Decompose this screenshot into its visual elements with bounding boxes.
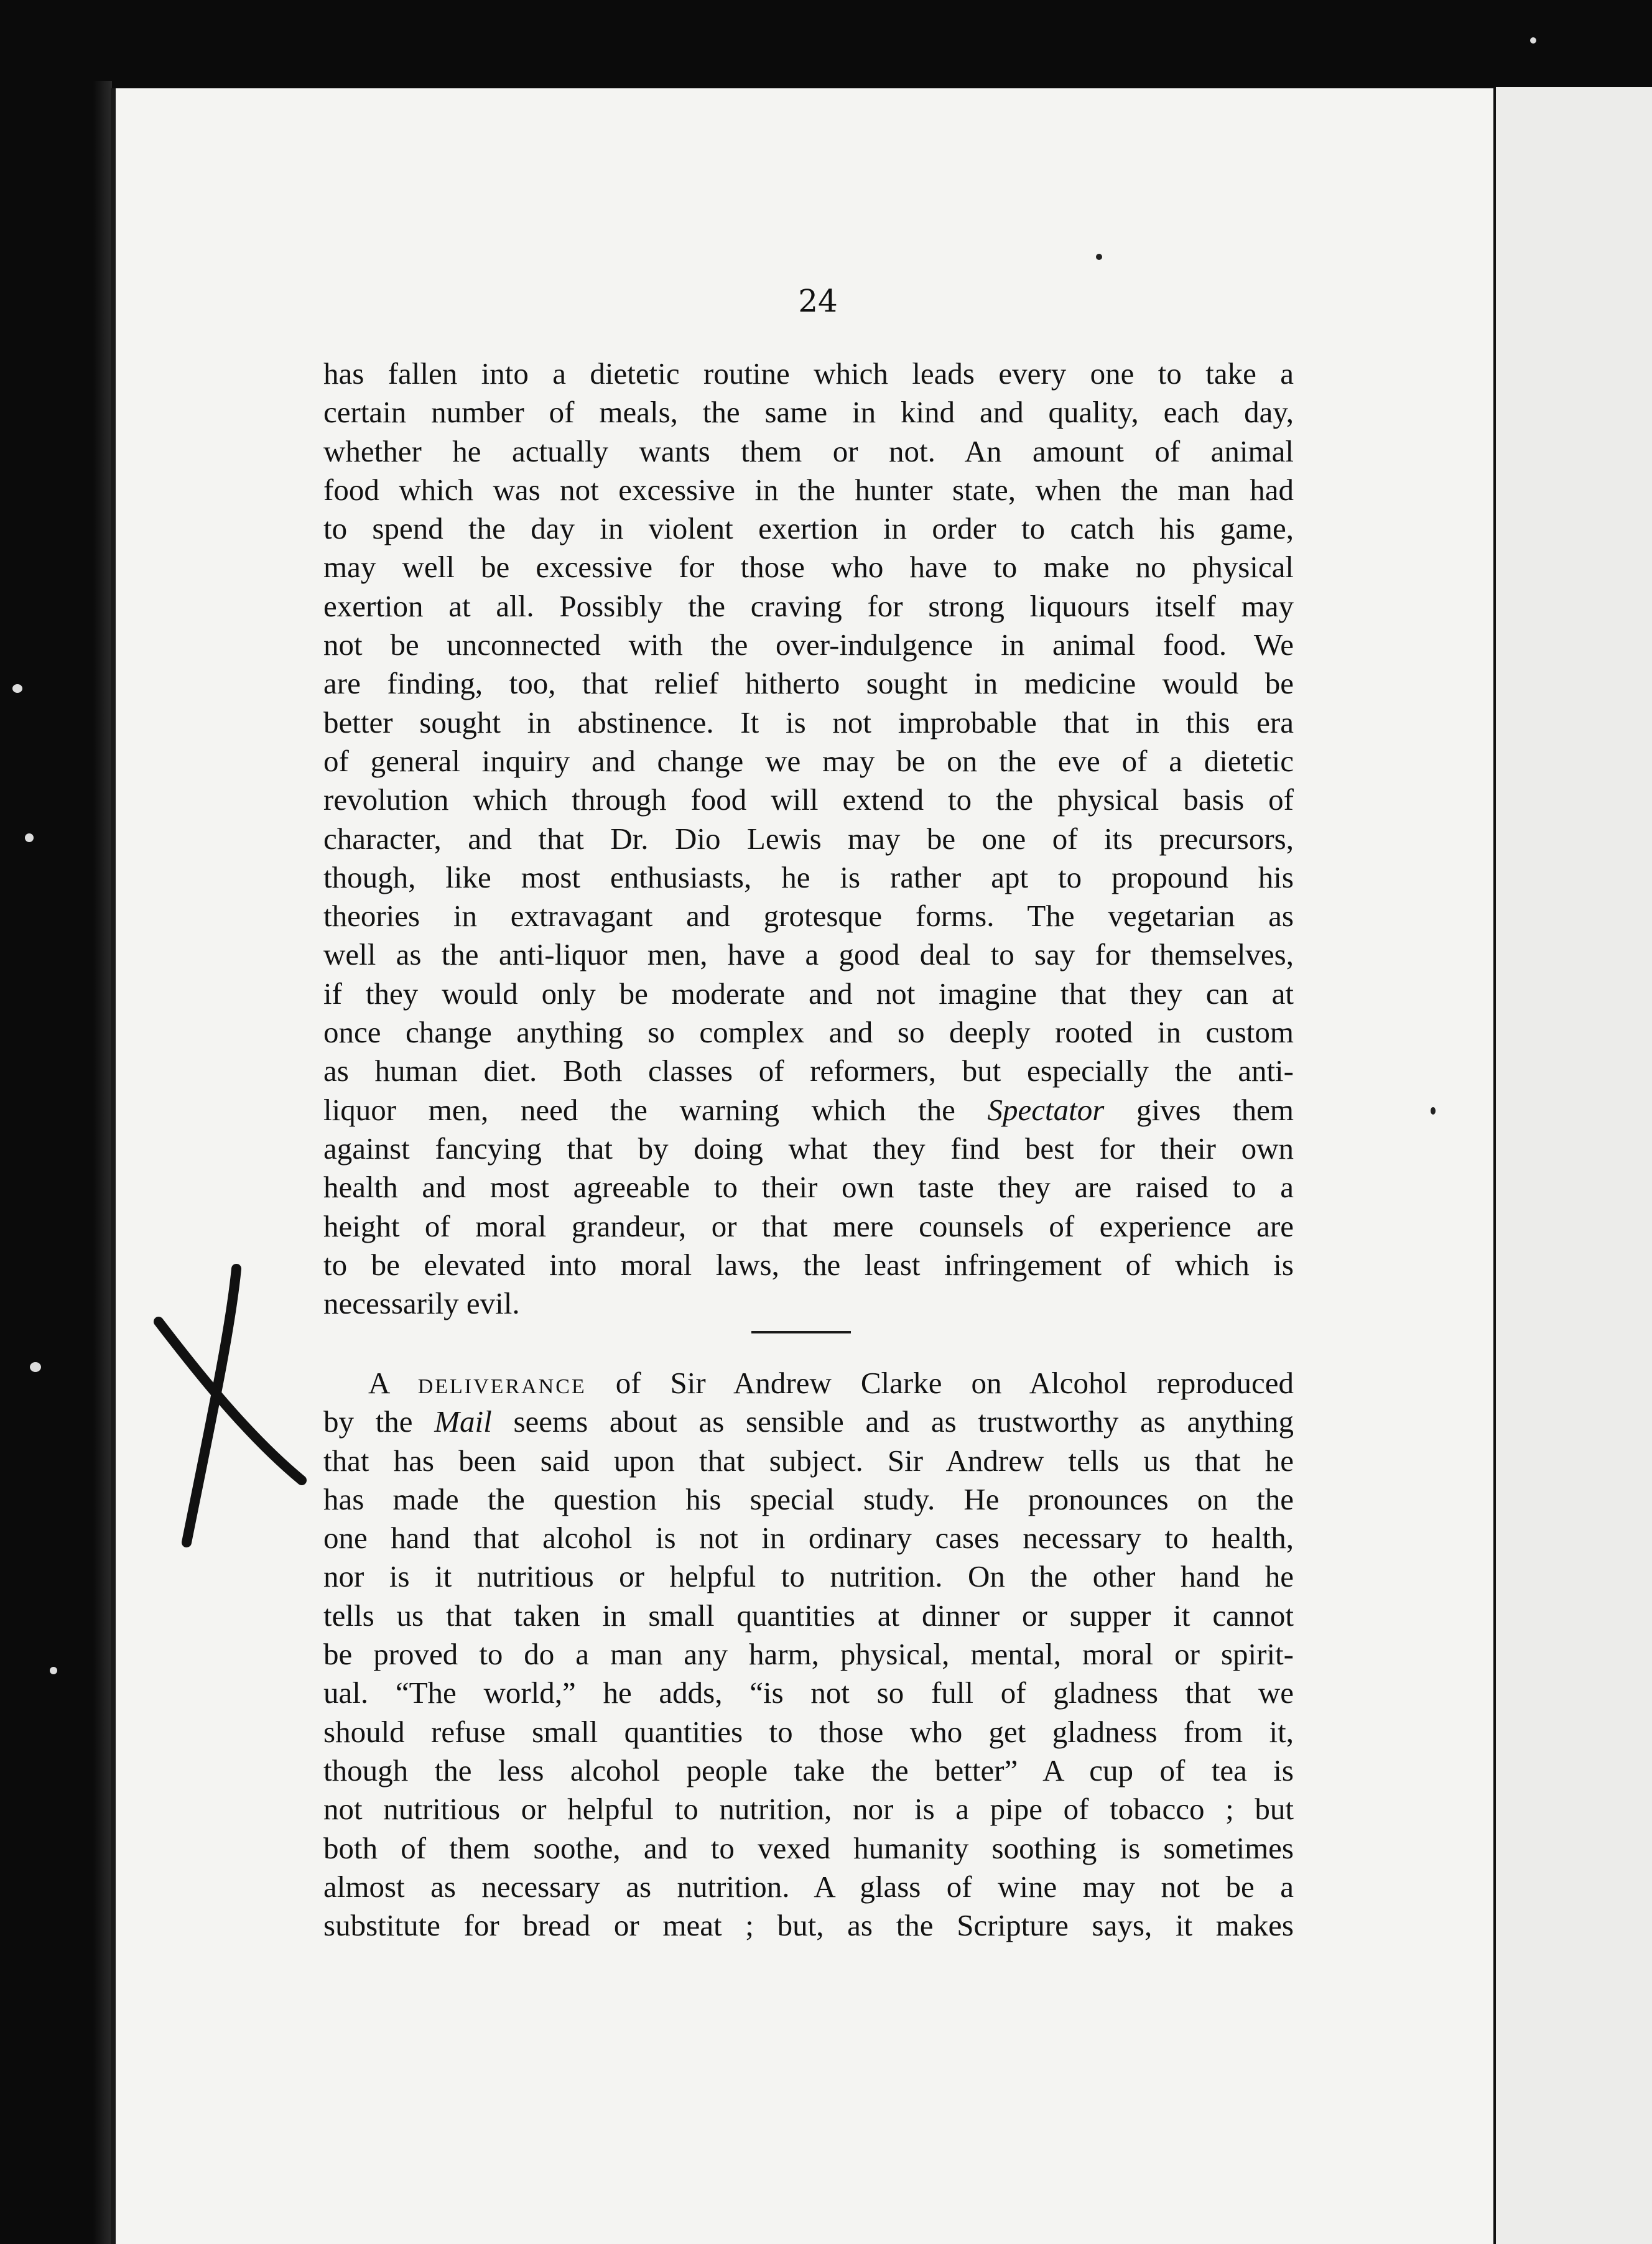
text-line: to spend the day in violent exertion in order to catch his game, bbox=[323, 511, 1294, 546]
text-line bbox=[323, 1402, 1294, 1441]
line-start: by the bbox=[323, 1404, 413, 1439]
text-line: once change anything so complex and so deeply rooted in custom bbox=[323, 1015, 1294, 1050]
text-line: not be unconnected with the over-indulgence in animal food. We bbox=[323, 628, 1294, 662]
text-line bbox=[323, 1091, 1294, 1129]
line-start: A bbox=[368, 1366, 389, 1400]
text-line: that has been said upon that subject. Sir Andrew tells us that he bbox=[323, 1443, 1294, 1478]
text-line: though, like most enthusiasts, he is rather apt to propound his bbox=[323, 860, 1294, 894]
line-end: gives them bbox=[1136, 1092, 1294, 1127]
text-line: has made the question his special study. He pronounces on the bbox=[323, 1481, 1294, 1516]
text-line: food which was not excessive in the hunter state, when the man had bbox=[323, 472, 1294, 507]
page-number: 24 bbox=[798, 283, 838, 319]
text-line: theories in extravagant and grotesque forms. The vegetarian as bbox=[323, 899, 1294, 934]
text-line: be proved to do a man any harm, physical, mental, moral or spirit- bbox=[323, 1637, 1294, 1672]
text-line: of general inquiry and change we may be on the eve of a dietetic bbox=[323, 743, 1294, 778]
text-line: has fallen into a dietetic routine which leads every one to take a bbox=[323, 356, 1294, 391]
text-line bbox=[323, 1364, 1294, 1402]
text-line: against fancying that by doing what they find best for their own bbox=[323, 1131, 1294, 1166]
text-line: necessarily evil. bbox=[323, 1286, 520, 1321]
page-shadow bbox=[93, 81, 112, 2244]
paragraph-2 bbox=[323, 1364, 1294, 1945]
text-line: to be elevated into moral laws, the least infringement of which is bbox=[323, 1247, 1294, 1282]
text-line: as human diet. Both classes of reformers, but especially the anti- bbox=[323, 1054, 1294, 1088]
ink-dot bbox=[1431, 1107, 1436, 1115]
dust-speck bbox=[1530, 37, 1536, 44]
text-line: certain number of meals, the same in kind and quality, each day, bbox=[323, 395, 1294, 430]
text-line: both of them soothe, and to vexed humanity soothing is sometimes bbox=[323, 1830, 1294, 1865]
text-line: are finding, too, that relief hitherto sought in medicine would be bbox=[323, 666, 1294, 701]
ink-dot bbox=[1096, 254, 1102, 260]
text-line: height of moral grandeur, or that mere counsels of experience are bbox=[323, 1208, 1294, 1243]
text-line: nor is it nutritious or helpful to nutrition. On the other hand he bbox=[323, 1559, 1294, 1594]
text-line: though the less alcohol people take the better” A cup of tea is bbox=[323, 1753, 1294, 1787]
text-line: better sought in abstinence. It is not improbable that in this era bbox=[323, 705, 1294, 740]
mail-title: Mail bbox=[434, 1404, 492, 1439]
dust-speck bbox=[30, 1362, 41, 1372]
section-divider bbox=[751, 1331, 851, 1333]
text-line: well as the anti-liquor men, have a good deal to say for themselves, bbox=[323, 937, 1294, 972]
text-line: whether he actually wants them or not. An amount of animal bbox=[323, 434, 1294, 468]
dust-speck bbox=[25, 833, 34, 842]
text-line: revolution which through food will extend to the physical basis of bbox=[323, 782, 1294, 817]
text-line: exertion at all. Possibly the craving for strong liquours itself may bbox=[323, 588, 1294, 623]
text-line: character, and that Dr. Dio Lewis may be one of its precursors, bbox=[323, 821, 1294, 856]
line-end: seems about as sensible and as trustworthy as anything bbox=[513, 1404, 1294, 1439]
text-line: almost as necessary as nutrition. A glass of wine may not be a bbox=[323, 1869, 1294, 1904]
text-line: health and most agreeable to their own taste they are raised to a bbox=[323, 1170, 1294, 1205]
text-line: tells us that taken in small quantities at dinner or supper it cannot bbox=[323, 1598, 1294, 1633]
handwritten-x-mark bbox=[143, 1256, 317, 1549]
text-line: may well be excessive for those who have to make no physical bbox=[323, 550, 1294, 585]
spectator-title: Spectator bbox=[987, 1092, 1105, 1127]
paragraph-1 bbox=[323, 355, 1294, 1323]
deliverance-word: deliverance bbox=[417, 1366, 587, 1400]
text-line: ual. “The world,” he adds, “is not so full of gladness that we bbox=[323, 1676, 1294, 1710]
text-line: substitute for bread or meat ; but, as the Scripture says, it makes bbox=[323, 1908, 1294, 1943]
line-start: liquor men, need the warning which the bbox=[323, 1092, 955, 1127]
text-line: should refuse small quantities to those who get gladness from it, bbox=[323, 1714, 1294, 1749]
facing-page-edge bbox=[1490, 87, 1652, 2244]
dust-speck bbox=[12, 684, 22, 693]
text-line: not nutritious or helpful to nutrition, nor is a pipe of tobacco ; but bbox=[323, 1792, 1294, 1827]
line-end: of Sir Andrew Clarke on Alcohol reproduced bbox=[615, 1366, 1294, 1400]
text-line: if they would only be moderate and not imagine that they can at bbox=[323, 976, 1294, 1011]
text-line: one hand that alcohol is not in ordinary cases necessary to health, bbox=[323, 1521, 1294, 1556]
dust-speck bbox=[50, 1667, 57, 1674]
